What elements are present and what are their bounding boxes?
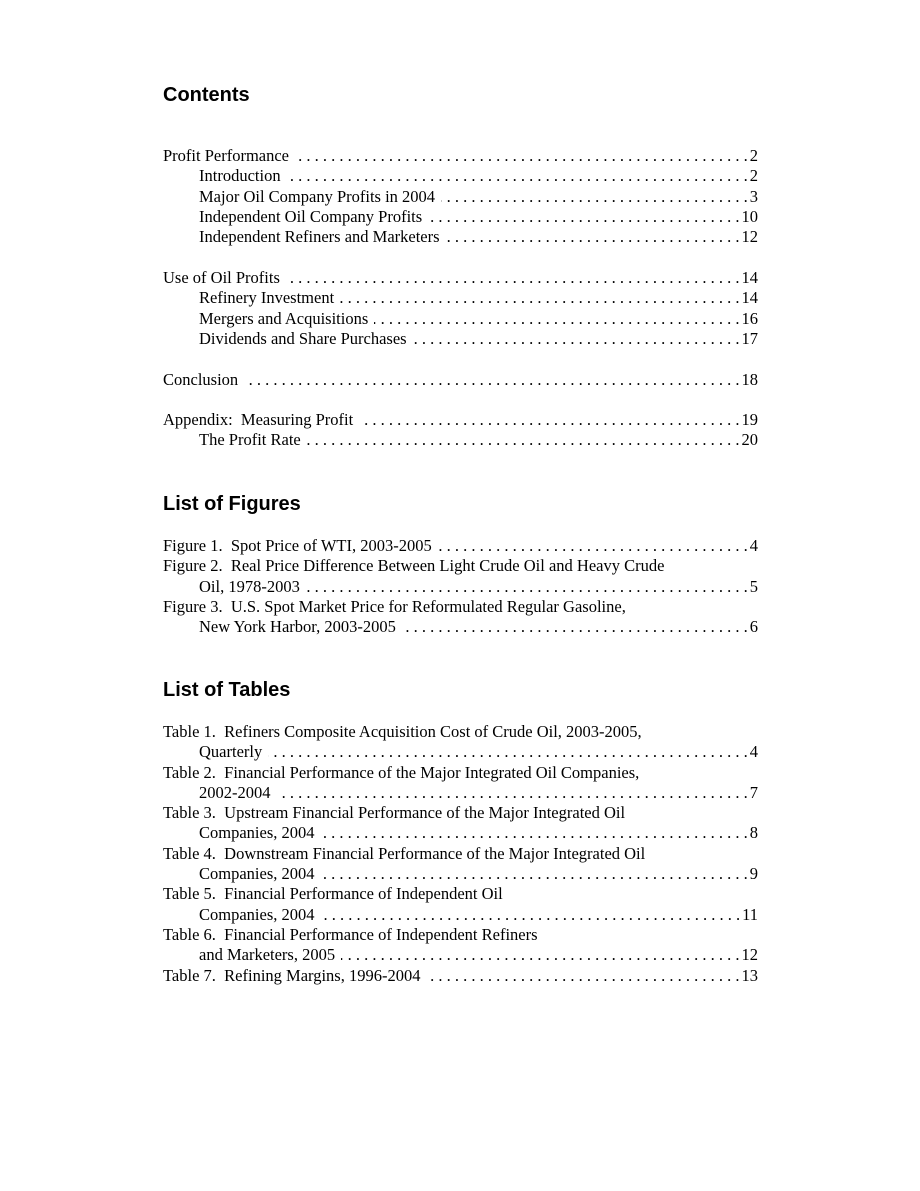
toc-subentry[interactable] bbox=[163, 166, 758, 186]
dot-leader bbox=[413, 329, 740, 349]
toc-entry-label: Refinery Investment bbox=[199, 288, 335, 308]
toc-entry-label: Introduction bbox=[199, 166, 281, 186]
table-entry-continued[interactable] bbox=[163, 742, 758, 762]
dot-leader bbox=[340, 288, 739, 308]
dot-leader bbox=[244, 370, 739, 390]
toc-subentry[interactable] bbox=[163, 430, 758, 450]
table-entry-label[interactable]: Table 6. Financial Performance of Independent Refiners bbox=[163, 924, 538, 944]
figure-entry-label-continued: Oil, 1978-2003 bbox=[199, 576, 300, 596]
dot-leader bbox=[441, 187, 748, 207]
tables-list bbox=[163, 722, 758, 986]
table-entry-label-continued: Quarterly bbox=[199, 742, 263, 762]
toc-entry-label: Major Oil Company Profits in 2004 bbox=[199, 186, 436, 206]
table-entry-continued[interactable] bbox=[163, 905, 758, 925]
toc-entry-label: The Profit Rate bbox=[199, 430, 301, 450]
tables-heading: List of Tables bbox=[163, 679, 291, 701]
table-entry-continued[interactable] bbox=[163, 945, 758, 965]
table-entry-page: 8 bbox=[749, 823, 758, 843]
toc-entry-page: 3 bbox=[749, 186, 758, 206]
toc-entry-label: Conclusion bbox=[163, 370, 239, 389]
toc-entry-page: 14 bbox=[741, 268, 758, 287]
toc-entry-label: Profit Performance bbox=[163, 146, 289, 165]
toc-entry-page: 20 bbox=[741, 430, 758, 450]
table-entry-label[interactable]: Table 3. Upstream Financial Performance of the Major Integrated Oil bbox=[163, 803, 626, 823]
toc-entry[interactable] bbox=[163, 146, 758, 166]
figure-entry-label[interactable]: Figure 3. U.S. Spot Market Price for Reformulated Regular Gasoline, bbox=[163, 596, 626, 616]
toc-entry-page: 10 bbox=[741, 206, 758, 226]
dot-leader bbox=[359, 410, 739, 430]
figures-list bbox=[163, 536, 758, 637]
toc-subentry[interactable] bbox=[163, 227, 758, 247]
dot-leader bbox=[306, 577, 748, 597]
table-entry-label-continued: 2002-2004 bbox=[199, 782, 271, 802]
toc-entry-label: Appendix: Measuring Profit bbox=[163, 410, 354, 429]
toc-subentry[interactable] bbox=[163, 329, 758, 349]
toc-entry-label: Independent Oil Company Profits bbox=[199, 206, 423, 226]
toc-entry-page: 17 bbox=[741, 328, 758, 348]
dot-leader bbox=[374, 309, 739, 329]
dot-leader bbox=[438, 536, 748, 556]
dot-leader bbox=[277, 783, 748, 803]
table-entry-label-continued: Companies, 2004 bbox=[199, 823, 315, 843]
contents-group-profit-performance bbox=[163, 146, 758, 247]
table-entry-label-continued: Companies, 2004 bbox=[199, 904, 315, 924]
contents-group-conclusion bbox=[163, 370, 758, 390]
figures-heading: List of Figures bbox=[163, 493, 301, 515]
dot-leader bbox=[402, 617, 748, 637]
figure-entry-continued[interactable] bbox=[163, 617, 758, 637]
table-entry-continued[interactable] bbox=[163, 783, 758, 803]
dot-leader bbox=[341, 945, 739, 965]
toc-subentry[interactable] bbox=[163, 309, 758, 329]
figure-entry-page: 5 bbox=[749, 576, 758, 596]
table-entry-page: 13 bbox=[741, 965, 758, 985]
toc-entry-page: 12 bbox=[741, 227, 758, 247]
toc-entry-page: 19 bbox=[741, 410, 758, 429]
toc-entry[interactable] bbox=[163, 410, 758, 430]
toc-entry-page: 18 bbox=[741, 370, 758, 389]
dot-leader bbox=[321, 823, 748, 843]
table-entry-page: 12 bbox=[741, 945, 758, 965]
toc-entry-page: 14 bbox=[741, 288, 758, 308]
contents-group-appendix bbox=[163, 410, 758, 451]
table-entry-label[interactable]: Table 5. Financial Performance of Independent Oil bbox=[163, 884, 503, 904]
dot-leader bbox=[426, 966, 739, 986]
toc-entry-label: Mergers and Acquisitions bbox=[199, 308, 369, 328]
contents-group-use-of-oil-profits bbox=[163, 268, 758, 349]
toc-entry-page: 2 bbox=[749, 146, 758, 165]
table-entry-page: 7 bbox=[749, 782, 758, 802]
table-entry-page: 9 bbox=[749, 864, 758, 884]
table-entry[interactable] bbox=[163, 966, 758, 986]
toc-subentry[interactable] bbox=[163, 207, 758, 227]
figure-entry-continued[interactable] bbox=[163, 577, 758, 597]
table-entry-label-continued: Companies, 2004 bbox=[199, 864, 315, 884]
table-entry-page: 4 bbox=[749, 742, 758, 762]
toc-subentry[interactable] bbox=[163, 288, 758, 308]
table-entry-label: Table 7. Refining Margins, 1996-2004 bbox=[163, 965, 421, 985]
toc-entry-label: Dividends and Share Purchases bbox=[199, 328, 407, 348]
dot-leader bbox=[321, 905, 741, 925]
toc-entry-label: Independent Refiners and Marketers bbox=[199, 227, 440, 247]
table-entry-label-continued: and Marketers, 2005 bbox=[199, 945, 336, 965]
toc-entry[interactable] bbox=[163, 370, 758, 390]
figure-entry-label-continued: New York Harbor, 2003-2005 bbox=[199, 617, 396, 637]
dot-leader bbox=[295, 146, 748, 166]
dot-leader bbox=[446, 227, 740, 247]
dot-leader bbox=[286, 268, 740, 288]
toc-entry-page: 2 bbox=[749, 166, 758, 186]
table-entry-continued[interactable] bbox=[163, 823, 758, 843]
table-entry-continued[interactable] bbox=[163, 864, 758, 884]
figure-entry[interactable] bbox=[163, 536, 758, 556]
dot-leader bbox=[307, 430, 740, 450]
table-entry-label[interactable]: Table 2. Financial Performance of the Major Integrated Oil Companies, bbox=[163, 762, 640, 782]
toc-entry[interactable] bbox=[163, 268, 758, 288]
table-entry-label[interactable]: Table 4. Downstream Financial Performance of the Major Integrated Oil bbox=[163, 843, 646, 863]
toc-entry-label: Use of Oil Profits bbox=[163, 268, 280, 287]
dot-leader bbox=[287, 166, 748, 186]
dot-leader bbox=[321, 864, 748, 884]
figure-entry-page: 6 bbox=[749, 617, 758, 637]
figure-entry-page: 4 bbox=[749, 536, 758, 555]
contents-heading: Contents bbox=[163, 84, 250, 106]
toc-subentry[interactable] bbox=[163, 187, 758, 207]
figure-entry-label: Figure 1. Spot Price of WTI, 2003-2005 bbox=[163, 536, 432, 555]
figure-entry-label[interactable]: Figure 2. Real Price Difference Between Light Crude Oil and Heavy Crude bbox=[163, 556, 665, 576]
dot-leader bbox=[268, 742, 748, 762]
table-entry-page: 11 bbox=[742, 904, 758, 924]
toc-entry-page: 16 bbox=[741, 308, 758, 328]
dot-leader bbox=[428, 207, 739, 227]
table-entry-label[interactable]: Table 1. Refiners Composite Acquisition Cost of Crude Oil, 2003-2005, bbox=[163, 722, 642, 741]
